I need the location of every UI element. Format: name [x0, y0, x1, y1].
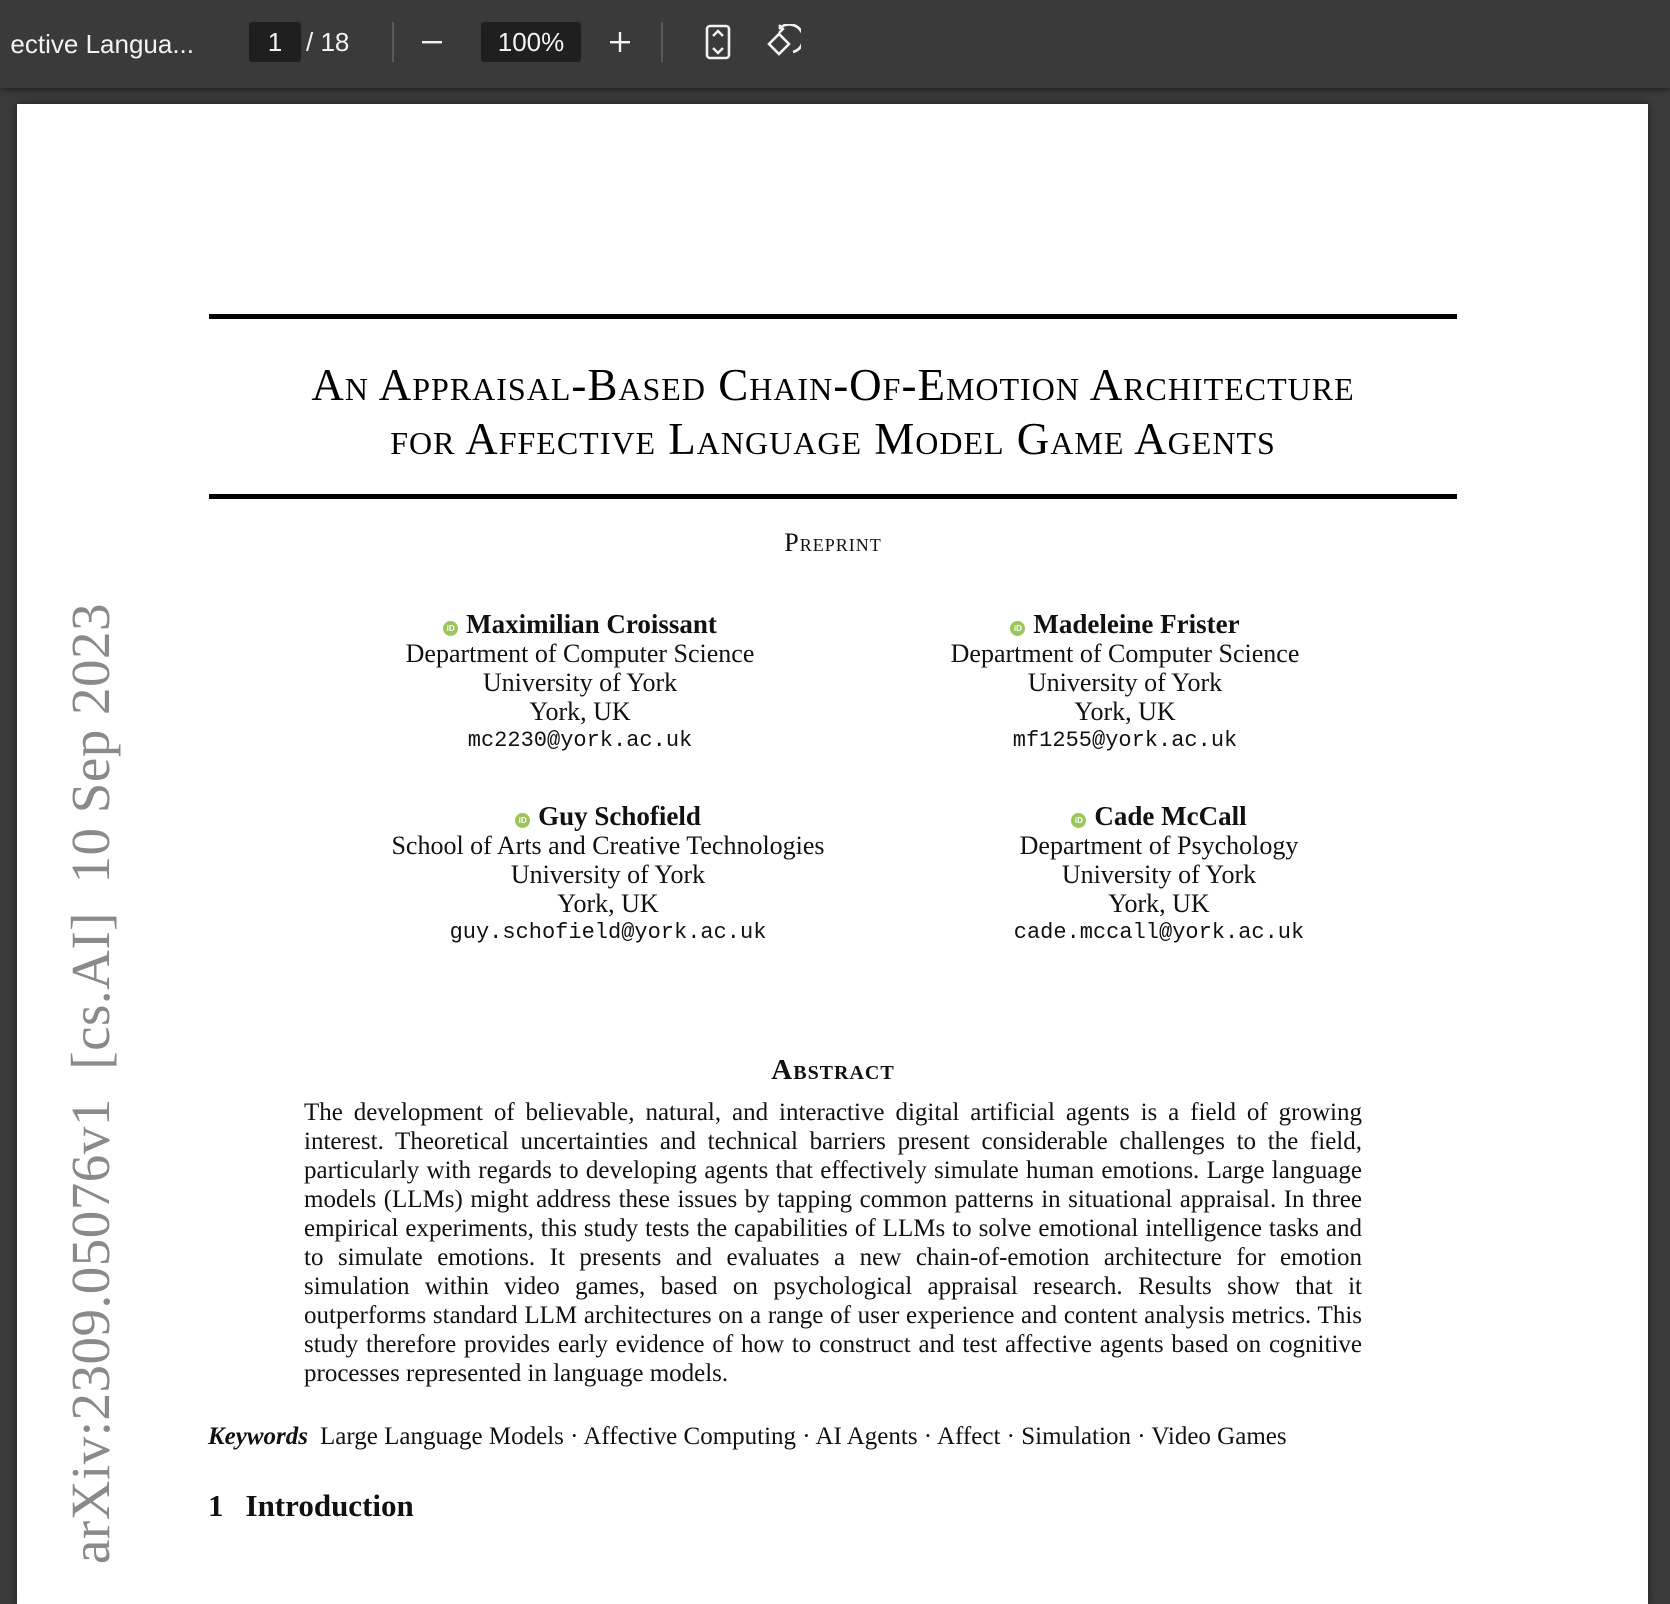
paper-title	[209, 358, 1457, 466]
pdf-toolbar	[0, 0, 1670, 88]
keywords-line	[208, 1422, 1508, 1452]
author-location: York, UK	[529, 697, 631, 726]
author-univ: University of York	[1027, 668, 1223, 697]
rotate-icon	[763, 24, 801, 60]
author-univ: University of York	[482, 668, 678, 697]
author-location: York, UK	[1074, 697, 1176, 726]
author-dept: Department of Psychology	[1019, 831, 1299, 860]
author-univ: University of York	[1061, 860, 1257, 889]
author-location: York, UK	[1108, 889, 1210, 918]
section-title: Introduction	[245, 1488, 414, 1523]
author-dept: Department of Computer Science	[950, 639, 1300, 668]
title-top-rule	[209, 314, 1457, 319]
author-block	[899, 802, 1419, 947]
section-heading	[208, 1488, 414, 1524]
author-email[interactable]: guy.schofield@york.ac.uk	[449, 920, 767, 945]
minus-icon	[420, 30, 444, 54]
author-name: Cade McCall	[1094, 801, 1247, 831]
toolbar-divider	[392, 22, 394, 62]
keywords-label: Keywords	[208, 1423, 308, 1450]
author-name: Maximilian Croissant	[466, 609, 717, 639]
abstract-heading: Abstract	[771, 1054, 895, 1086]
zoom-out-button[interactable]	[410, 22, 454, 62]
author-block	[320, 610, 840, 755]
zoom-in-button[interactable]	[598, 22, 642, 62]
pdf-page	[17, 104, 1648, 1604]
fit-page-button[interactable]	[696, 22, 740, 62]
arxiv-stamp: arXiv:2309.05076v1 [cs.AI] 10 Sep 2023	[60, 603, 121, 1564]
keywords-list: Large Language Models · Affective Computing · AI Agents · Affect · Simulation · Video Games	[320, 1423, 1287, 1450]
rotate-button[interactable]	[760, 22, 804, 62]
page-total: / 18	[306, 27, 350, 57]
fit-page-icon	[704, 24, 732, 60]
author-block	[865, 610, 1385, 755]
author-email[interactable]: cade.mccall@york.ac.uk	[1013, 920, 1305, 945]
page-number-input[interactable]: 1	[249, 22, 301, 62]
orcid-icon[interactable]: iD	[443, 621, 458, 636]
title-line-2: for Affective Language Model Game Agents	[390, 414, 1276, 464]
orcid-icon[interactable]: iD	[1071, 813, 1086, 828]
orcid-icon[interactable]: iD	[1010, 621, 1025, 636]
author-dept: Department of Computer Science	[405, 639, 755, 668]
zoom-level-field[interactable]: 100%	[481, 22, 581, 62]
section-number: 1	[208, 1488, 224, 1523]
document-title-text: ective Langua...	[10, 29, 194, 59]
author-block	[348, 802, 868, 947]
author-email[interactable]: mf1255@york.ac.uk	[1012, 728, 1238, 753]
author-location: York, UK	[557, 889, 659, 918]
plus-icon	[608, 30, 632, 54]
author-dept: School of Arts and Creative Technologies	[391, 831, 825, 860]
abstract-text: The development of believable, natural, and interactive digital artificial agents is a field of growing interest. Theoretical uncertainties and technical barriers present considerable challenges to the field, particularly with regards to developing agents that effectively simulate human emotions. Large language models (LLMs) might address these issues by tapping common patterns in situational appraisal. In three empirical experiments, this study tests the capabilities of LLMs to solve emotional intelligence tasks and to simulate emotions. It presents and evaluates a new chain-of-emotion architecture for emotion simulation within video games, based on psychological appraisal research. Results show that it outperforms standard LLM architectures on a range of user experience and content analysis metrics. This study therefore provides early evidence of how to construct and test affective agents based on cognitive processes represented in language models.	[304, 1099, 1362, 1387]
author-univ: University of York	[510, 860, 706, 889]
document-title	[0, 24, 200, 64]
author-name: Madeleine Frister	[1033, 609, 1240, 639]
author-name: Guy Schofield	[538, 801, 701, 831]
toolbar-divider	[661, 22, 663, 62]
title-bottom-rule	[209, 494, 1457, 499]
orcid-icon[interactable]: iD	[515, 813, 530, 828]
author-email[interactable]: mc2230@york.ac.uk	[467, 728, 693, 753]
preprint-label: Preprint	[784, 528, 882, 557]
title-line-1: An Appraisal-Based Chain-Of-Emotion Architecture	[311, 360, 1355, 410]
